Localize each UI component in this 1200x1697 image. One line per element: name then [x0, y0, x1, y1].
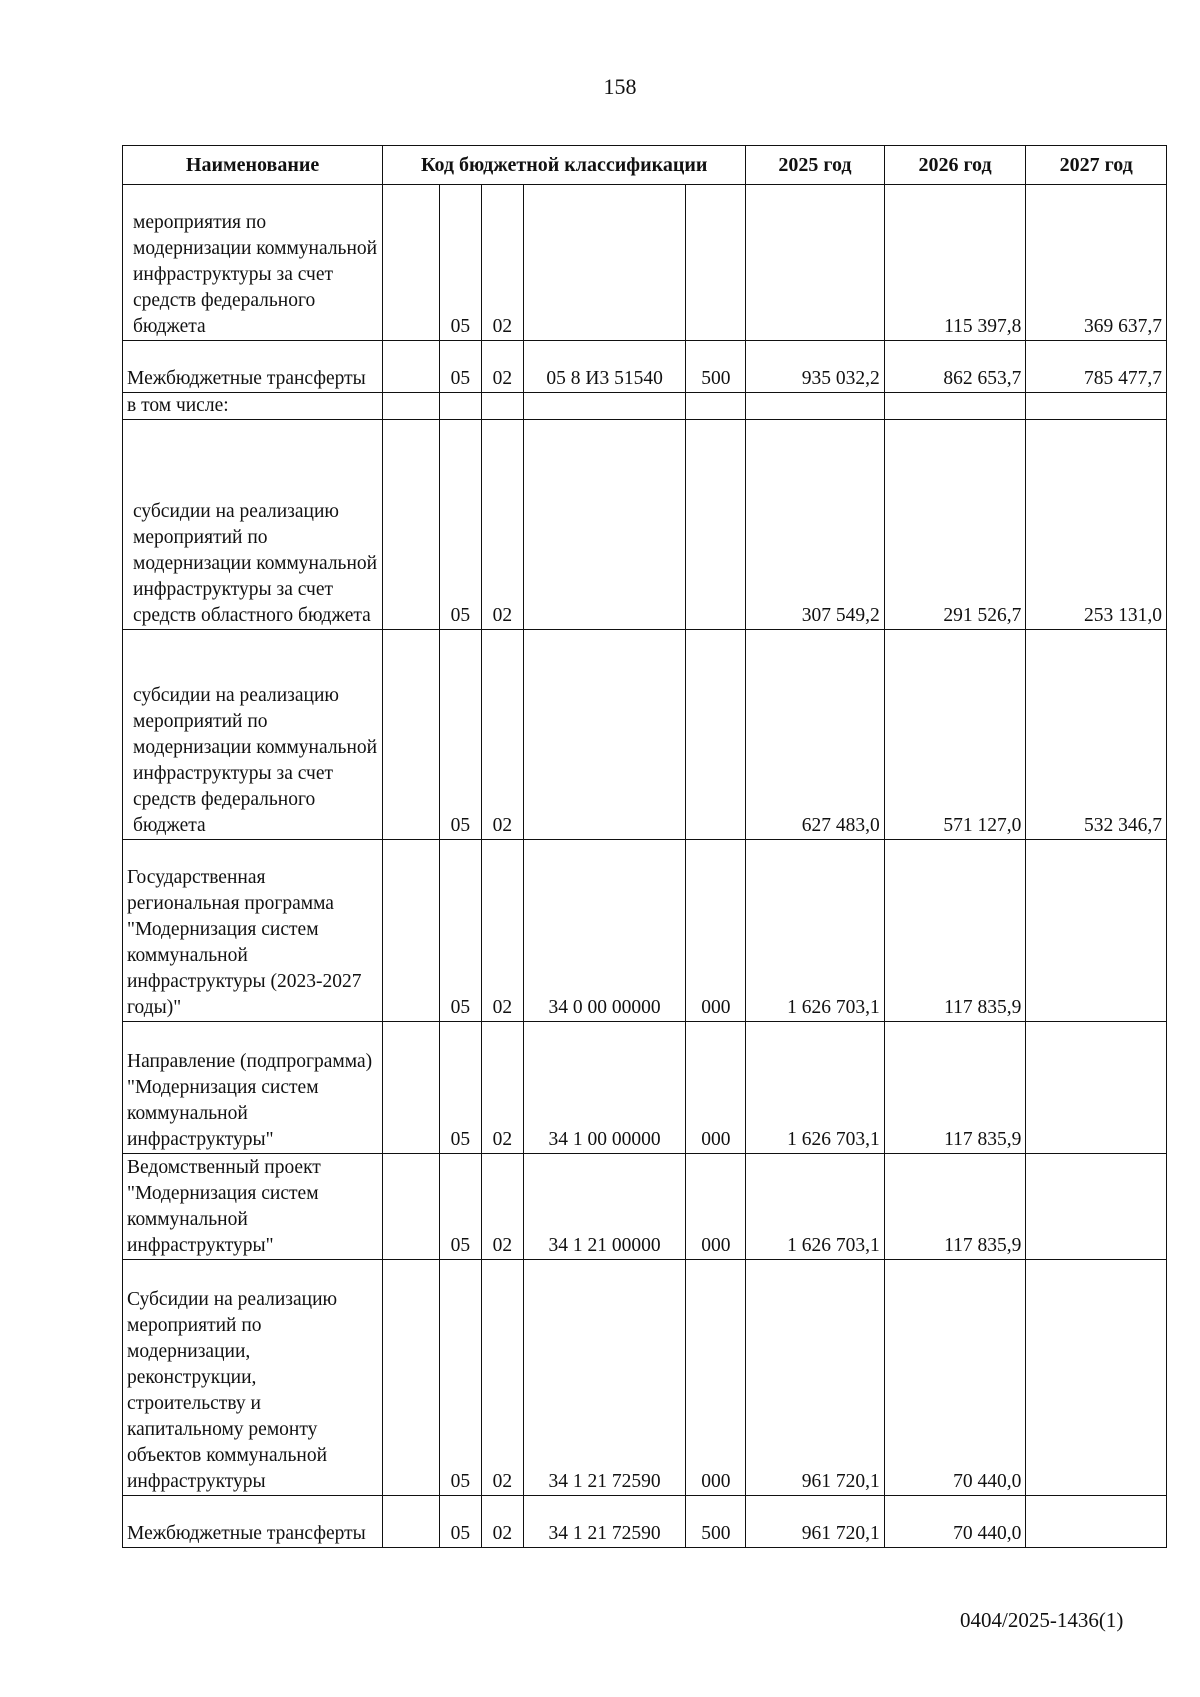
code-section: 05	[439, 185, 481, 341]
code-target-article	[523, 393, 686, 420]
value-2027: 532 346,7	[1026, 630, 1167, 840]
table-row	[123, 185, 1167, 341]
code-section: 05	[439, 1154, 481, 1260]
value-2027	[1026, 1022, 1167, 1154]
row-name: в том числе:	[123, 393, 383, 420]
value-2027	[1026, 1496, 1167, 1548]
table-row	[123, 393, 1167, 420]
code-part-1	[383, 393, 440, 420]
code-part-1	[383, 1496, 440, 1548]
header-2027: 2027 год	[1026, 146, 1167, 185]
value-2027: 785 477,7	[1026, 341, 1167, 393]
code-expense-type: 500	[686, 1496, 746, 1548]
value-2025: 935 032,2	[746, 341, 885, 393]
code-target-article: 34 1 00 00000	[523, 1022, 686, 1154]
value-2027	[1026, 393, 1167, 420]
value-2025: 961 720,1	[746, 1260, 885, 1496]
code-subsection: 02	[481, 1154, 523, 1260]
value-2027: 253 131,0	[1026, 420, 1167, 630]
code-part-1	[383, 1154, 440, 1260]
value-2025	[746, 393, 885, 420]
code-expense-type: 000	[686, 1022, 746, 1154]
value-2026: 117 835,9	[884, 1022, 1026, 1154]
code-target-article: 34 1 21 00000	[523, 1154, 686, 1260]
row-name: мероприятия по модернизации коммунальной инфраструктуры за счет средств федерального бюджета	[123, 185, 383, 341]
code-section: 05	[439, 1022, 481, 1154]
value-2025: 1 626 703,1	[746, 1022, 885, 1154]
code-section: 05	[439, 630, 481, 840]
code-target-article: 05 8 И3 51540	[523, 341, 686, 393]
row-name: субсидии на реализацию мероприятий по модернизации коммунальной инфраструктуры за счет средств федерального бюджета	[123, 630, 383, 840]
value-2026: 571 127,0	[884, 630, 1026, 840]
value-2025: 307 549,2	[746, 420, 885, 630]
value-2026: 70 440,0	[884, 1496, 1026, 1548]
code-section: 05	[439, 1260, 481, 1496]
value-2025: 1 626 703,1	[746, 1154, 885, 1260]
value-2026: 291 526,7	[884, 420, 1026, 630]
value-2025: 1 626 703,1	[746, 840, 885, 1022]
code-target-article	[523, 630, 686, 840]
code-expense-type: 000	[686, 840, 746, 1022]
row-name: субсидии на реализацию мероприятий по модернизации коммунальной инфраструктуры за счет средств областного бюджета	[123, 420, 383, 630]
table-row	[123, 420, 1167, 630]
row-name: Ведомственный проект "Модернизация систем коммунальной инфраструктуры"	[123, 1154, 383, 1260]
code-section: 05	[439, 341, 481, 393]
header-2026: 2026 год	[884, 146, 1026, 185]
value-2025	[746, 185, 885, 341]
value-2026	[884, 393, 1026, 420]
table-row	[123, 1260, 1167, 1496]
row-name: Направление (подпрограмма) "Модернизация систем коммунальной инфраструктуры"	[123, 1022, 383, 1154]
code-subsection: 02	[481, 1022, 523, 1154]
value-2025: 627 483,0	[746, 630, 885, 840]
value-2026: 117 835,9	[884, 840, 1026, 1022]
code-subsection: 02	[481, 630, 523, 840]
table-row	[123, 1154, 1167, 1260]
value-2027	[1026, 840, 1167, 1022]
code-part-1	[383, 630, 440, 840]
row-name: Межбюджетные трансферты	[123, 341, 383, 393]
header-name: Наименование	[123, 146, 383, 185]
header-2025: 2025 год	[746, 146, 885, 185]
code-part-1	[383, 1022, 440, 1154]
table-row	[123, 1022, 1167, 1154]
value-2026: 115 397,8	[884, 185, 1026, 341]
code-target-article: 34 1 21 72590	[523, 1260, 686, 1496]
code-part-1	[383, 840, 440, 1022]
code-subsection: 02	[481, 1260, 523, 1496]
value-2025: 961 720,1	[746, 1496, 885, 1548]
table-header-row	[123, 146, 1167, 185]
value-2027	[1026, 1154, 1167, 1260]
code-part-1	[383, 420, 440, 630]
code-subsection	[481, 393, 523, 420]
value-2026: 70 440,0	[884, 1260, 1026, 1496]
code-subsection: 02	[481, 1496, 523, 1548]
row-name: Субсидии на реализацию мероприятий по модернизации, реконструкции, строительству и капитальному ремонту объектов коммунальной инфраструктуры	[123, 1260, 383, 1496]
code-target-article: 34 0 00 00000	[523, 840, 686, 1022]
table-row	[123, 1496, 1167, 1548]
code-section: 05	[439, 1496, 481, 1548]
code-expense-type	[686, 630, 746, 840]
code-target-article	[523, 420, 686, 630]
code-section: 05	[439, 420, 481, 630]
code-subsection: 02	[481, 185, 523, 341]
row-name: Государственная региональная программа "Модернизация систем коммунальной инфраструктуры (2023-2027 годы)"	[123, 840, 383, 1022]
code-expense-type: 500	[686, 341, 746, 393]
table-row	[123, 630, 1167, 840]
code-expense-type	[686, 185, 746, 341]
code-part-1	[383, 341, 440, 393]
code-expense-type	[686, 393, 746, 420]
code-section: 05	[439, 840, 481, 1022]
value-2027: 369 637,7	[1026, 185, 1167, 341]
code-target-article: 34 1 21 72590	[523, 1496, 686, 1548]
row-name: Межбюджетные трансферты	[123, 1496, 383, 1548]
code-expense-type	[686, 420, 746, 630]
code-subsection: 02	[481, 840, 523, 1022]
table-row	[123, 840, 1167, 1022]
code-part-1	[383, 1260, 440, 1496]
code-section	[439, 393, 481, 420]
code-expense-type: 000	[686, 1154, 746, 1260]
page-number: 158	[603, 74, 637, 99]
code-subsection: 02	[481, 420, 523, 630]
table-row	[123, 341, 1167, 393]
code-part-1	[383, 185, 440, 341]
value-2027	[1026, 1260, 1167, 1496]
value-2026: 862 653,7	[884, 341, 1026, 393]
budget-table	[122, 145, 1167, 1548]
code-expense-type: 000	[686, 1260, 746, 1496]
header-code: Код бюджетной классификации	[383, 146, 746, 185]
document-registration-number: 0404/2025-1436(1)	[960, 1608, 1124, 1632]
code-subsection: 02	[481, 341, 523, 393]
code-target-article	[523, 185, 686, 341]
value-2026: 117 835,9	[884, 1154, 1026, 1260]
